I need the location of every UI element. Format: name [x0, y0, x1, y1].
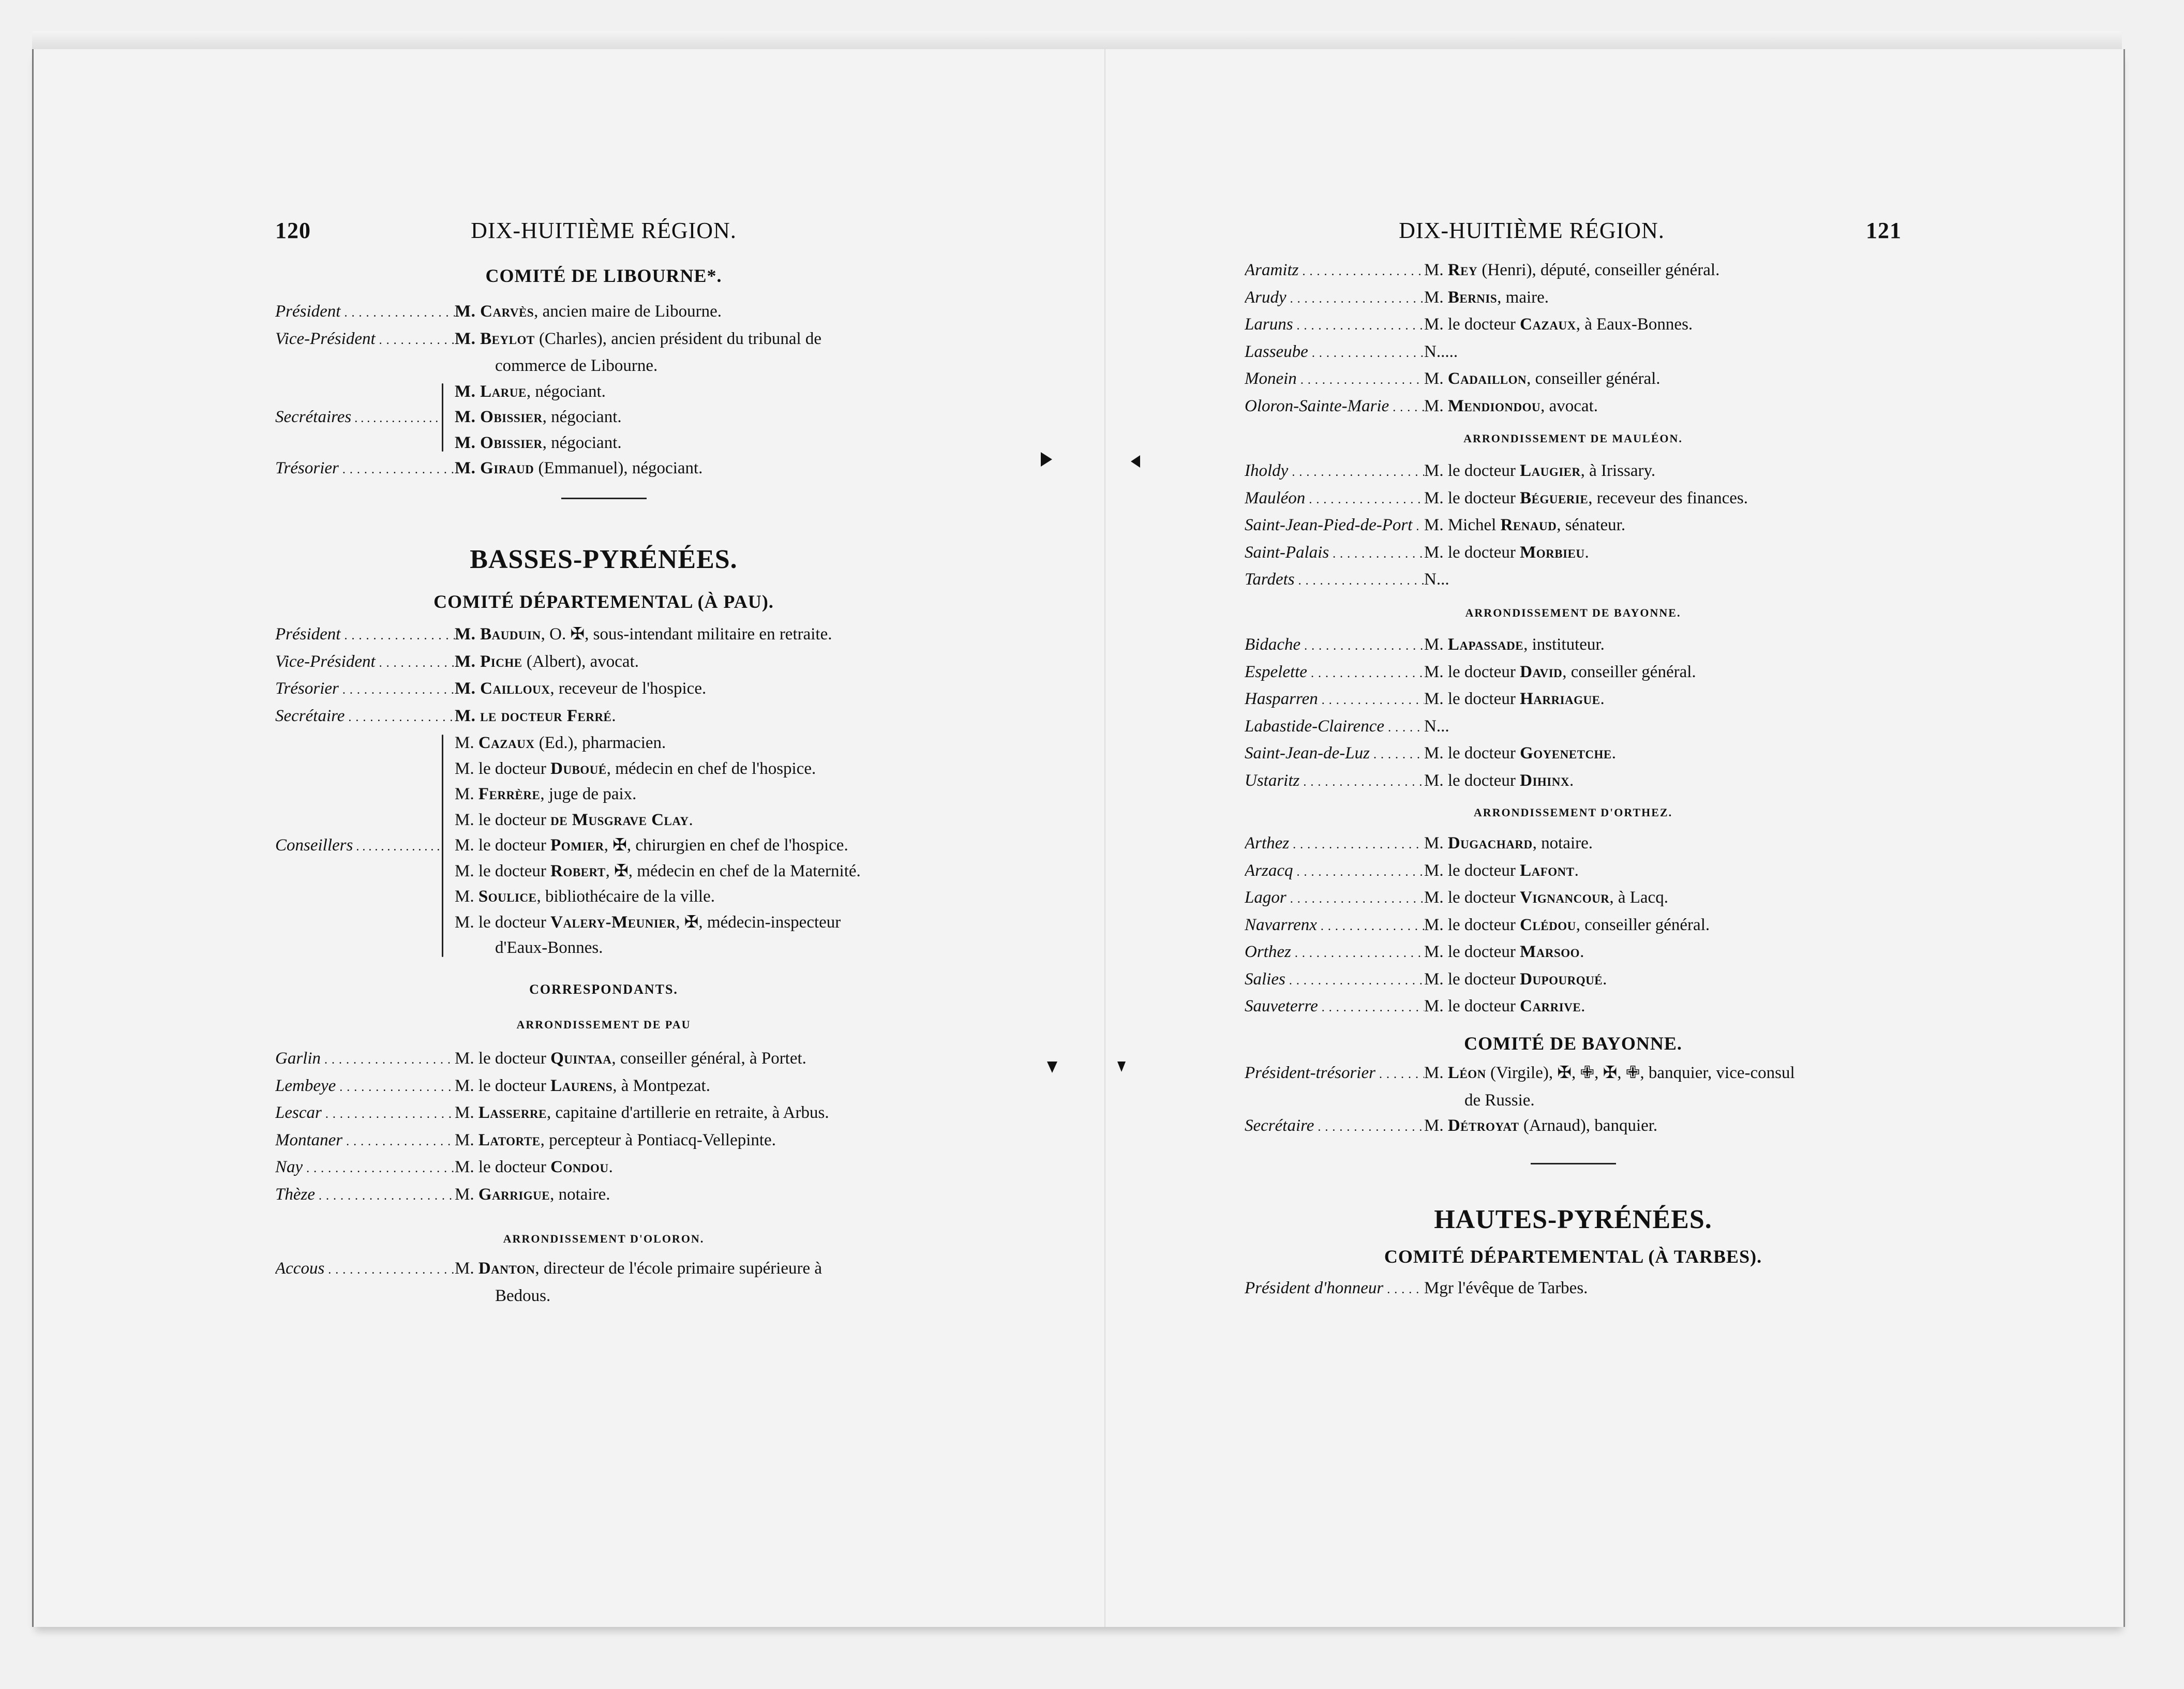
member-prefix: M.: [455, 1185, 478, 1204]
member-name: M. Larue: [455, 382, 527, 401]
arrondissement-orthez-list: [1245, 831, 1902, 1021]
member-desc-continued: d'Eaux-Bonnes.: [495, 938, 603, 957]
member-name: Léon: [1447, 1064, 1486, 1082]
arrondissement-oloron-list-start: [275, 1256, 932, 1309]
member-prefix: M.: [1424, 396, 1448, 415]
member-prefix: M. le docteur: [455, 836, 551, 855]
place-label: Mauléon . . .: [1245, 486, 1424, 513]
member-desc: , juge de paix.: [540, 785, 637, 803]
role-label: Conseillers . . .: [275, 836, 442, 855]
member-prefix: M. le docteur: [455, 759, 551, 778]
member-prefix: M. le docteur: [1424, 461, 1520, 480]
place-label: Orthez . . .: [1245, 939, 1424, 967]
member-desc: , bibliothécaire de la ville.: [536, 887, 715, 906]
member-prefix: M. le docteur: [1424, 744, 1520, 763]
member-desc: N...: [1424, 570, 1449, 589]
member-desc: .: [1581, 997, 1585, 1015]
member-desc: N...: [1424, 716, 1449, 736]
place-label: Arzacq . . .: [1245, 858, 1424, 886]
member-desc: Mgr l'évêque de Tarbes.: [1424, 1279, 1588, 1297]
member-prefix: M. le docteur: [1424, 488, 1520, 507]
member-line: [455, 782, 932, 808]
role-label: Trésorier . . .: [275, 676, 455, 704]
member-name: Cazaux: [478, 734, 535, 752]
correspondent-row: [275, 1155, 932, 1182]
arrondissement-orthez-heading: ARRONDISSEMENT D'ORTHEZ.: [1473, 806, 1673, 819]
member-desc: (Arnaud), banquier.: [1519, 1116, 1658, 1135]
member-desc: , à Irissary.: [1580, 461, 1656, 480]
correspondent-row: [1245, 686, 1902, 714]
place-label: Lagor . . .: [1245, 885, 1424, 913]
member-name: Valery-Meunier: [550, 913, 676, 932]
arrondissement-mauleon-list: [1245, 458, 1902, 594]
member-name: Lasserre: [478, 1103, 547, 1122]
member-desc: , ✠, chirurgien en chef de l'hospice.: [604, 836, 848, 855]
member-prefix: M.: [455, 887, 478, 906]
member-desc: (Albert), avocat.: [522, 652, 639, 671]
section-divider: [1531, 1163, 1616, 1164]
member-desc: .: [611, 706, 616, 725]
arrondissement-pau-heading: ARRONDISSEMENT DE PAU: [516, 1018, 691, 1031]
member-desc: (Emmanuel), négociant.: [534, 459, 703, 477]
place-label: Monein . . .: [1245, 366, 1424, 394]
comite-bayonne-heading: COMITÉ DE BAYONNE.: [1464, 1033, 1682, 1054]
role-label: Secrétaire . . .: [1245, 1113, 1424, 1141]
member-desc: , percepteur à Pontiacq-Vellepinte.: [540, 1130, 776, 1149]
member-name: Détroyat: [1447, 1116, 1519, 1135]
member-row: [275, 299, 932, 326]
registration-mark-icon: [1041, 452, 1052, 467]
member-line: [455, 884, 932, 910]
correspondent-row: [275, 1046, 932, 1073]
correspondent-row: [1245, 913, 1902, 940]
correspondent-row: [275, 1100, 932, 1128]
member-prefix: M.: [1424, 288, 1448, 307]
secretaires-group: [275, 379, 932, 456]
place-label: Oloron-Sainte-Marie . . .: [1245, 394, 1424, 421]
member-prefix: M. le docteur: [455, 1076, 551, 1095]
arrondissement-bayonne-heading: ARRONDISSEMENT DE BAYONNE.: [1465, 606, 1681, 619]
member-row: [275, 456, 932, 483]
member-desc: N.....: [1424, 342, 1458, 361]
member-prefix: M.: [455, 785, 478, 803]
comite-pau-list: [275, 622, 932, 961]
member-name: Rey: [1447, 261, 1478, 279]
place-label: Montaner . . .: [275, 1128, 455, 1155]
correspondent-row: [1245, 458, 1902, 486]
role-label: Vice-Président . . .: [275, 649, 455, 677]
correspondent-row: [1245, 714, 1902, 741]
place-label: Espelette . . .: [1245, 660, 1424, 687]
member-prefix: M. le docteur: [1424, 915, 1520, 934]
member-desc: .: [1603, 969, 1607, 989]
member-name: M. Piche: [455, 652, 522, 671]
member-name: Vignancour: [1520, 888, 1610, 907]
member-desc: , receveur de l'hospice.: [550, 679, 707, 698]
member-desc: (Ed.), pharmacien.: [534, 734, 666, 752]
member-name: Béguerie: [1520, 488, 1589, 507]
member-desc: .: [1600, 690, 1605, 708]
member-desc: , négociant.: [526, 382, 606, 401]
member-desc: , receveur des finances.: [1588, 488, 1748, 507]
member-desc: , maire.: [1497, 288, 1549, 307]
registration-mark-icon: [1047, 1062, 1057, 1073]
correspondent-row: [1245, 394, 1902, 421]
correspondent-row: [1245, 768, 1902, 796]
member-prefix: M. le docteur: [1424, 771, 1520, 790]
member-desc: , conseiller général.: [1527, 369, 1661, 388]
member-prefix: M.: [455, 1103, 478, 1122]
member-prefix: M.: [1424, 1064, 1448, 1082]
member-prefix: M.: [1424, 369, 1448, 388]
member-prefix: M. Michel: [1424, 516, 1501, 534]
member-name: Pomier: [550, 836, 604, 855]
place-label: Tardets . . .: [1245, 567, 1424, 594]
dept-heading-basses-pyrenees: BASSES-PYRÉNÉES.: [470, 545, 738, 574]
comite-tarbes-list: [1245, 1276, 1902, 1303]
member-name: M. le docteur Ferré: [455, 706, 612, 725]
member-desc: , ancien maire de Libourne.: [534, 302, 722, 321]
member-line: [455, 756, 932, 782]
correspondent-row: [1245, 258, 1902, 285]
place-label: Ustaritz . . .: [1245, 768, 1424, 796]
place-label: Lescar . . .: [275, 1100, 455, 1128]
correspondants-heading: CORRESPONDANTS.: [529, 982, 678, 997]
member-desc: , notaire.: [550, 1185, 610, 1204]
arrondissement-pau-list: [275, 1046, 932, 1209]
member-desc: , notaire.: [1532, 834, 1593, 853]
page-number: 120: [275, 218, 311, 243]
member-name: David: [1520, 662, 1563, 681]
member-prefix: M. le docteur: [455, 810, 551, 829]
member-desc: .: [608, 1158, 613, 1176]
member-row: [1245, 1276, 1902, 1303]
member-desc: , à Lacq.: [1609, 888, 1668, 907]
member-name: M. Obissier: [455, 433, 543, 452]
member-desc: , O. ✠, sous-intendant militaire en retraite.: [541, 625, 832, 644]
running-head: [275, 217, 932, 248]
book-gutter: [1104, 49, 1105, 1627]
member-desc: , négociant.: [542, 433, 622, 452]
member-row: [275, 649, 932, 677]
member-name: Lafont: [1520, 861, 1575, 880]
correspondent-row: [1245, 885, 1902, 913]
member-desc: , négociant.: [542, 408, 622, 426]
member-line: [455, 808, 932, 833]
place-label: Laruns . . .: [1245, 312, 1424, 339]
member-name: Goyenetche: [1520, 744, 1612, 763]
place-label: Lasseube . . .: [1245, 339, 1424, 367]
member-desc: .: [1580, 943, 1584, 961]
member-name: Bernis: [1447, 288, 1498, 307]
member-line: [455, 833, 932, 859]
correspondent-row: [1245, 741, 1902, 768]
member-desc: (Henri), député, conseiller général.: [1477, 261, 1720, 279]
member-name: Dugachard: [1447, 834, 1533, 853]
member-desc: (Charles), ancien président du tribunal de: [534, 329, 822, 348]
member-prefix: M.: [1424, 261, 1448, 279]
member-name: de Musgrave Clay: [550, 810, 689, 829]
member-name: Duboué: [550, 759, 607, 778]
place-label: Aramitz . . .: [1245, 258, 1424, 285]
correspondent-row: [1245, 285, 1902, 312]
place-label: Saint-Palais . . .: [1245, 540, 1424, 567]
role-label: Secrétaires . . .: [275, 408, 442, 427]
member-prefix: M. le docteur: [1424, 969, 1520, 989]
member-name: Soulice: [478, 887, 537, 906]
member-prefix: M. le docteur: [1424, 888, 1520, 907]
member-row: [275, 676, 932, 704]
page-number: 121: [1866, 218, 1902, 243]
member-prefix: M. le docteur: [1424, 861, 1520, 880]
correspondent-row: [1245, 567, 1902, 594]
section-divider: [561, 498, 647, 499]
member-line: [455, 910, 932, 936]
member-desc: , sénateur.: [1557, 516, 1626, 534]
member-desc: , avocat.: [1540, 396, 1598, 415]
arrondissement-oloron-list: [1245, 258, 1902, 421]
correspondent-row: [1245, 486, 1902, 513]
member-row: [275, 622, 932, 649]
place-label: Saint-Jean-Pied-de-Port . . .: [1245, 513, 1424, 540]
place-label: Salies . . .: [1245, 967, 1424, 994]
correspondent-row: [1245, 831, 1902, 858]
member-name: Danton: [478, 1259, 535, 1278]
member-name: Laugier: [1520, 461, 1581, 480]
role-label: Trésorier . . .: [275, 456, 455, 483]
member-prefix: M. le docteur: [1424, 543, 1520, 562]
member-prefix: M.: [455, 1130, 478, 1149]
place-label: Accous . . .: [275, 1256, 455, 1283]
member-prefix: M.: [1424, 635, 1448, 654]
dept-heading-hautes-pyrenees: HAUTES-PYRÉNÉES.: [1434, 1205, 1712, 1234]
correspondent-row: [275, 1256, 932, 1283]
member-name: Ferrère: [478, 785, 541, 803]
member-name: Carrive: [1520, 997, 1581, 1015]
member-desc: , conseiller général, à Portet.: [611, 1049, 806, 1068]
place-label: Garlin . . .: [275, 1046, 455, 1073]
member-name: Garrigue: [478, 1185, 550, 1204]
arrondissement-bayonne-list: [1245, 632, 1902, 795]
role-label: Président . . .: [275, 299, 455, 326]
correspondent-row: [1245, 858, 1902, 886]
member-name: Laurens: [550, 1076, 613, 1095]
member-name: M. Obissier: [455, 408, 543, 426]
correspondent-row: [1245, 994, 1902, 1021]
role-label: Président . . .: [275, 622, 455, 649]
member-name: Harriague: [1520, 690, 1600, 708]
member-line: [455, 859, 932, 885]
member-desc: , directeur de l'école primaire supérieure à: [535, 1259, 822, 1278]
member-prefix: M. le docteur: [1424, 943, 1520, 961]
correspondent-row: [1245, 632, 1902, 660]
member-name: Latorte: [478, 1130, 541, 1149]
member-line: [455, 730, 932, 756]
member-name: M. Beylot: [455, 329, 535, 348]
correspondent-row: [1245, 312, 1902, 339]
member-name: Quintaa: [550, 1049, 612, 1068]
place-label: Arudy . . .: [1245, 285, 1424, 312]
member-prefix: M.: [1424, 1116, 1448, 1135]
member-name: M. Carvès: [455, 302, 534, 321]
running-head-title: DIX-HUITIÈME RÉGION.: [1399, 218, 1665, 243]
member-desc: , conseiller général.: [1562, 662, 1696, 681]
member-name: Cazaux: [1520, 315, 1576, 334]
member-desc: (Virgile), ✠, ✙, ✠, ✙, banquier, vice-consul: [1486, 1064, 1795, 1082]
member-desc: , ✠, médecin en chef de la Maternité.: [605, 861, 861, 880]
member-row: [275, 326, 932, 354]
place-label: Sauveterre . . .: [1245, 994, 1424, 1021]
member-row: [1245, 1113, 1902, 1141]
member-prefix: M. le docteur: [455, 913, 551, 932]
comite-tarbes-heading: COMITÉ DÉPARTEMENTAL (À TARBES).: [1384, 1246, 1762, 1267]
role-label: Président d'honneur . . .: [1245, 1276, 1424, 1303]
member-line: [455, 430, 932, 456]
member-line: [455, 379, 932, 405]
member-name: Robert: [550, 861, 606, 880]
member-desc-continued: commerce de Libourne.: [495, 356, 658, 375]
member-prefix: M.: [455, 1259, 478, 1278]
correspondent-row: [1245, 366, 1902, 394]
member-prefix: M. le docteur: [455, 861, 551, 880]
registration-mark-icon: [1117, 1062, 1126, 1072]
member-desc: .: [1584, 543, 1589, 562]
member-name: Cadaillon: [1447, 369, 1527, 388]
place-label: Labastide-Clairence . . .: [1245, 714, 1424, 741]
comite-libourne-list: [275, 299, 932, 483]
member-name: M. Cailloux: [455, 679, 550, 698]
conseillers-group: [275, 730, 932, 961]
member-prefix: M. le docteur: [455, 1158, 551, 1176]
correspondent-row: [1245, 939, 1902, 967]
arrondissement-mauleon-heading: ARRONDISSEMENT DE MAULÉON.: [1463, 432, 1683, 445]
correspondent-row: [1245, 540, 1902, 567]
brace-icon: [442, 383, 443, 452]
role-label: Président-trésorier . . .: [1245, 1060, 1424, 1088]
member-name: Morbieu: [1520, 543, 1585, 562]
place-label: Nay . . .: [275, 1155, 455, 1182]
correspondent-row: [1245, 339, 1902, 367]
member-row: [1245, 1060, 1902, 1088]
member-name: M. Bauduin: [455, 625, 541, 644]
member-name: M. Giraud: [455, 459, 534, 477]
member-prefix: M. le docteur: [1424, 315, 1520, 334]
comite-libourne-heading: COMITÉ DE LIBOURNE*.: [485, 265, 722, 286]
correspondent-row: [275, 1128, 932, 1155]
role-label: Secrétaire . . .: [275, 704, 455, 731]
correspondent-row: [1245, 967, 1902, 994]
member-desc: .: [1569, 771, 1574, 790]
place-label: Thèze . . .: [275, 1182, 455, 1209]
member-name: Clédou: [1520, 915, 1576, 934]
member-prefix: M.: [455, 734, 478, 752]
running-head-title: DIX-HUITIÈME RÉGION.: [471, 218, 737, 243]
member-desc: , ✠, médecin-inspecteur: [676, 913, 841, 932]
member-name: Condou: [550, 1158, 609, 1176]
member-desc: .: [1574, 861, 1579, 880]
member-name: Dihinx: [1520, 771, 1569, 790]
member-row: [275, 704, 932, 731]
member-desc: .: [689, 810, 693, 829]
member-prefix: M. le docteur: [455, 1049, 551, 1068]
member-desc: , à Montpezat.: [612, 1076, 710, 1095]
place-label: Arthez . . .: [1245, 831, 1424, 858]
member-desc: , médecin en chef de l'hospice.: [606, 759, 816, 778]
correspondent-row: [1245, 513, 1902, 540]
member-desc: , instituteur.: [1523, 635, 1605, 654]
correspondent-row: [1245, 660, 1902, 687]
role-label: Vice-Président . . .: [275, 326, 455, 354]
member-desc: , capitaine d'artillerie en retraite, à Arbus.: [546, 1103, 829, 1122]
member-name: Renaud: [1500, 516, 1557, 534]
brace-icon: [442, 735, 443, 957]
place-label: Lembeye . . .: [275, 1073, 455, 1101]
member-prefix: M. le docteur: [1424, 690, 1520, 708]
member-line: [455, 405, 932, 430]
member-name: Marsoo: [1520, 943, 1580, 961]
member-desc-continued: Bedous.: [495, 1286, 551, 1305]
place-label: Navarrenx . . .: [1245, 913, 1424, 940]
correspondent-row: [275, 1073, 932, 1101]
member-name: Mendiondou: [1447, 396, 1541, 415]
place-label: Saint-Jean-de-Luz . . .: [1245, 741, 1424, 768]
place-label: Bidache . . .: [1245, 632, 1424, 660]
place-label: Iholdy . . .: [1245, 458, 1424, 486]
member-name: Dupourqué: [1520, 969, 1603, 989]
correspondent-row: [275, 1182, 932, 1209]
member-prefix: M. le docteur: [1424, 997, 1520, 1015]
registration-mark-icon: [1131, 455, 1140, 468]
member-desc: .: [1611, 744, 1617, 763]
member-name: Lapassade: [1447, 635, 1524, 654]
member-prefix: M.: [1424, 834, 1448, 853]
running-head: [1245, 217, 1902, 248]
comite-pau-heading: COMITÉ DÉPARTEMENTAL (À PAU).: [433, 591, 774, 612]
member-desc: , à Eaux-Bonnes.: [1576, 315, 1693, 334]
member-prefix: M. le docteur: [1424, 662, 1520, 681]
comite-bayonne-list: [1245, 1060, 1902, 1141]
place-label: Hasparren . . .: [1245, 686, 1424, 714]
arrondissement-oloron-heading: ARRONDISSEMENT D'OLORON.: [503, 1232, 705, 1245]
member-desc-continued: de Russie.: [1464, 1090, 1535, 1110]
member-desc: , conseiller général.: [1576, 915, 1710, 934]
